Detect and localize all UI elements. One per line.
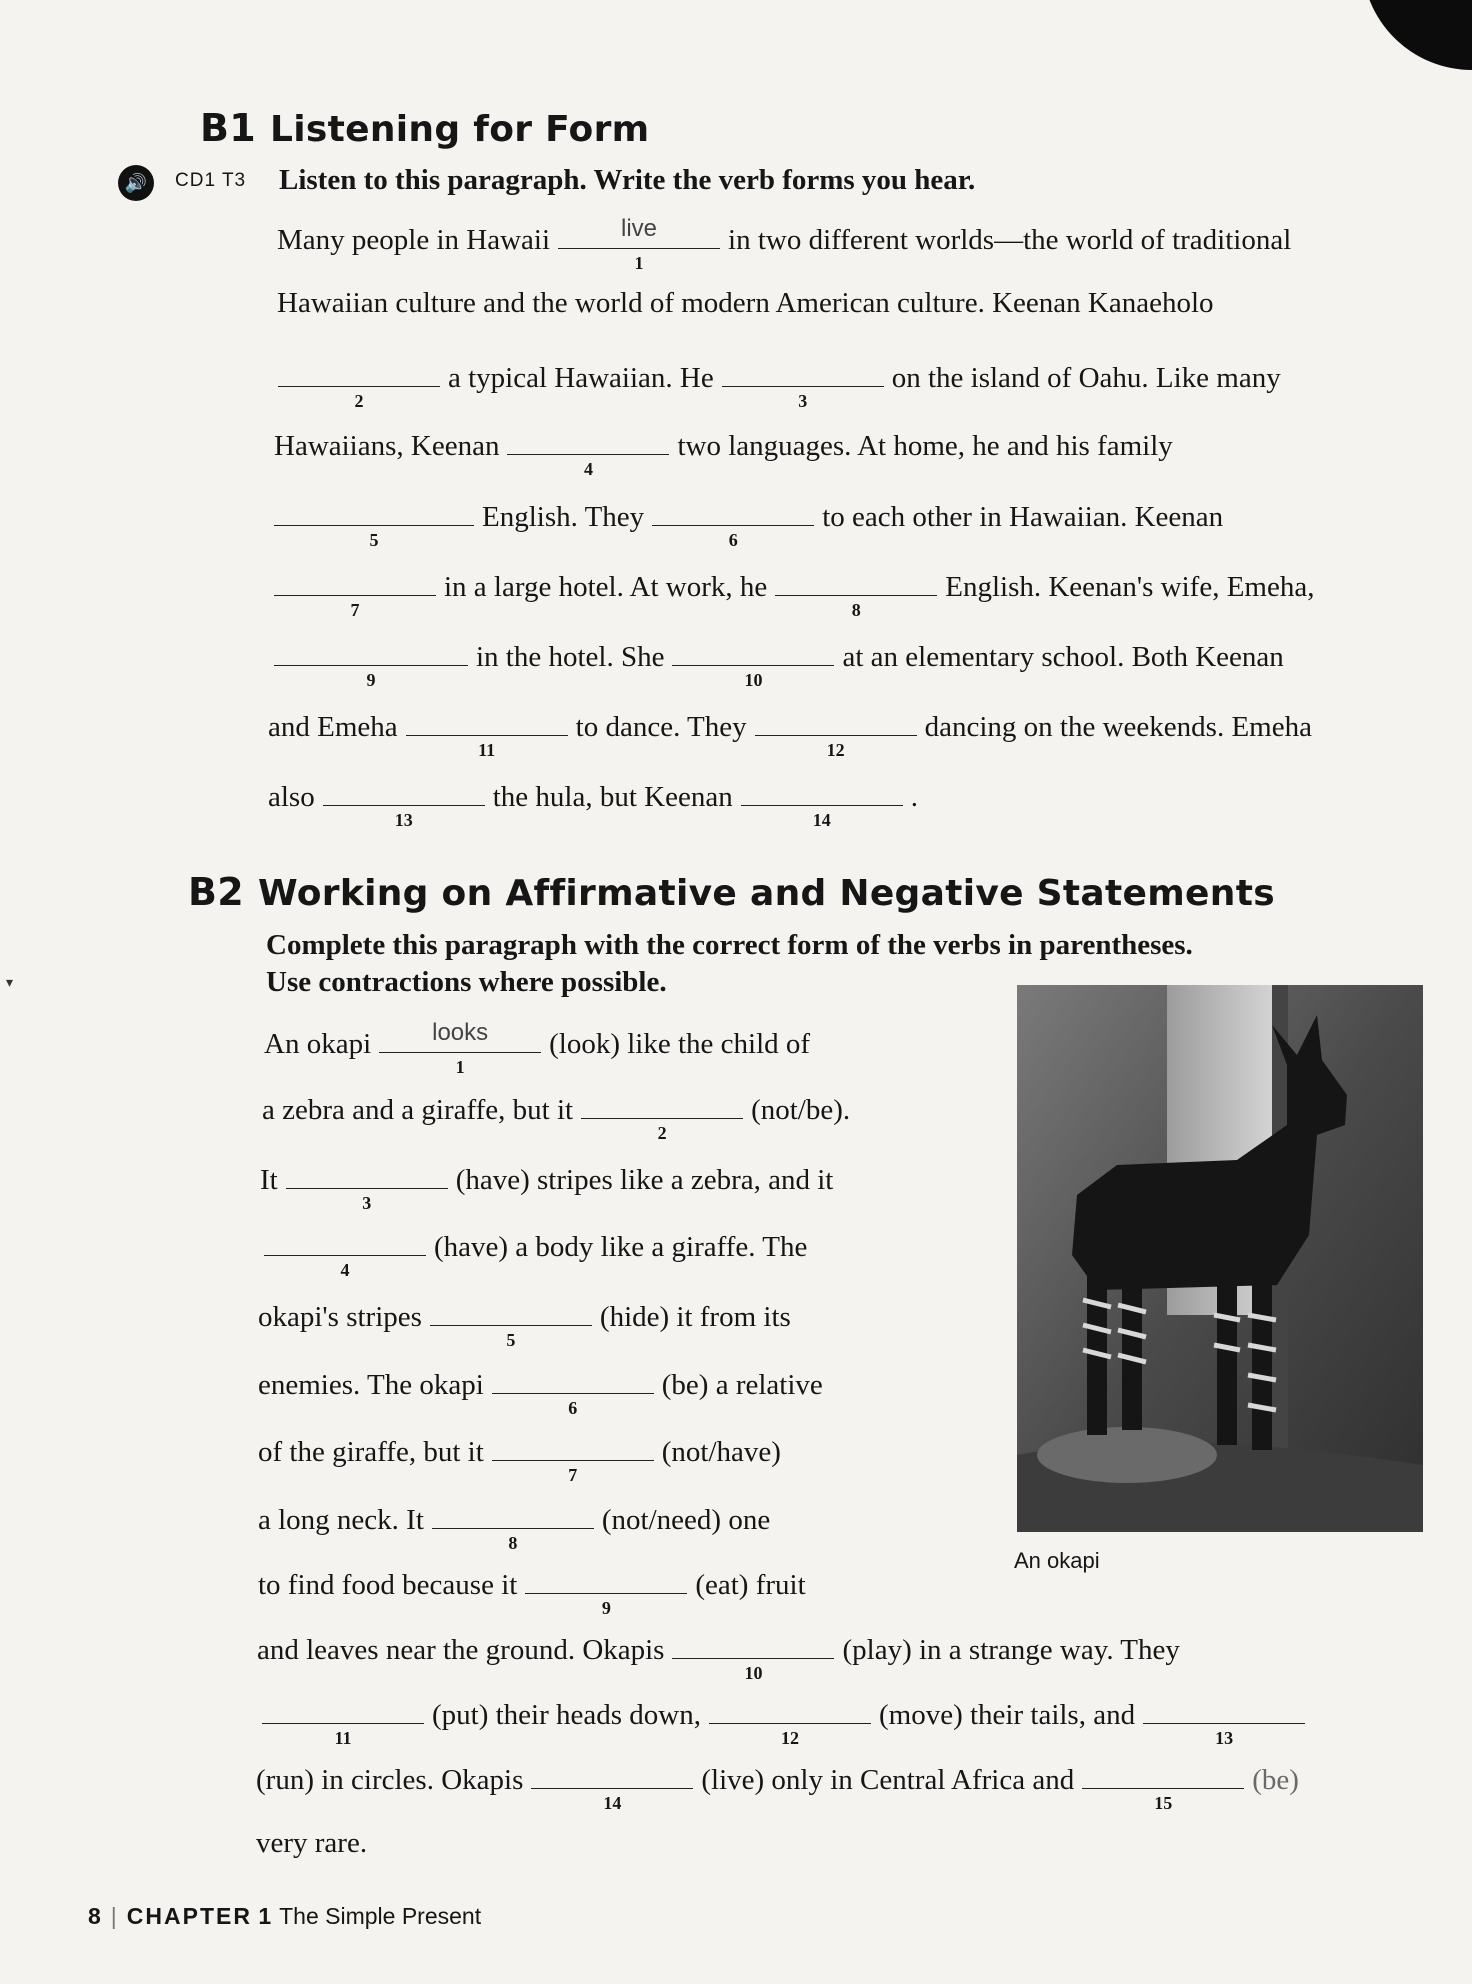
text-segment: on the island of Oahu. Like many bbox=[891, 362, 1281, 394]
text-segment: (hide) it from its bbox=[599, 1301, 791, 1333]
b2-line-2 bbox=[262, 1088, 851, 1143]
blank-number: 8 bbox=[508, 1533, 518, 1553]
b1-number: B1 bbox=[200, 106, 257, 150]
text-segment: (not/be). bbox=[751, 1094, 851, 1126]
page-footer bbox=[88, 1903, 481, 1930]
answer-blank[interactable] bbox=[492, 1430, 654, 1485]
blank-number: 2 bbox=[657, 1123, 667, 1143]
text-segment: It bbox=[260, 1164, 278, 1196]
b2-line-1 bbox=[264, 1019, 811, 1077]
blank-number: 2 bbox=[354, 391, 364, 411]
answer-blank[interactable] bbox=[492, 1363, 654, 1418]
chapter-title: The Simple Present bbox=[279, 1903, 482, 1929]
b2-line-13 bbox=[256, 1825, 367, 1871]
chapter-number: 1 bbox=[258, 1903, 274, 1929]
text-segment: to each other in Hawaiian. Keenan bbox=[822, 501, 1224, 533]
blank-number: 12 bbox=[826, 740, 845, 760]
b1-instruction: Listen to this paragraph. Write the verb forms you hear. bbox=[279, 164, 976, 196]
b2-line-4 bbox=[256, 1225, 808, 1280]
blank-number: 6 bbox=[568, 1398, 578, 1418]
blank-number: 15 bbox=[1154, 1793, 1173, 1813]
b1-line-4 bbox=[274, 424, 1173, 479]
answer-blank[interactable] bbox=[581, 1088, 743, 1143]
b2-line-5 bbox=[258, 1295, 791, 1350]
answer-blank[interactable] bbox=[775, 565, 937, 620]
answer-blank[interactable] bbox=[755, 705, 917, 760]
answer-blank[interactable] bbox=[323, 775, 485, 830]
text-segment: (not/need) one bbox=[601, 1504, 771, 1536]
blank-number: 9 bbox=[366, 670, 376, 690]
blank-number: 14 bbox=[603, 1793, 622, 1813]
text-segment: Hawaiian culture and the world of modern American culture. Keenan Kanaeholo bbox=[277, 287, 1214, 319]
answer-blank[interactable] bbox=[558, 215, 720, 273]
blank-number: 5 bbox=[369, 530, 379, 550]
b1-line-9 bbox=[268, 775, 918, 830]
b1-line-5 bbox=[266, 495, 1224, 550]
text-segment: of the giraffe, but it bbox=[258, 1436, 484, 1468]
b2-line-8 bbox=[258, 1498, 771, 1553]
okapi-photo bbox=[1017, 985, 1423, 1532]
blank-number: 14 bbox=[812, 810, 831, 830]
text-segment: An okapi bbox=[264, 1028, 372, 1060]
answer-blank[interactable] bbox=[525, 1563, 687, 1618]
answer-blank[interactable] bbox=[531, 1758, 693, 1813]
text-segment: English. They bbox=[482, 501, 645, 533]
blank-number: 10 bbox=[744, 1663, 763, 1683]
text-segment: (not/have) bbox=[661, 1436, 781, 1468]
text-segment: also bbox=[268, 781, 315, 813]
b1-line-1 bbox=[277, 215, 1292, 273]
b2-instruction-line-2: Use contractions where possible. bbox=[266, 966, 667, 998]
text-segment: very rare. bbox=[256, 1827, 368, 1859]
text-segment: at an elementary school. Both Keenan bbox=[842, 641, 1284, 673]
answer-blank[interactable] bbox=[672, 1628, 834, 1683]
b2-number: B2 bbox=[188, 870, 245, 914]
b2-heading bbox=[188, 870, 1275, 914]
blank-number: 3 bbox=[362, 1193, 372, 1213]
blank-number: 13 bbox=[1215, 1728, 1234, 1748]
answer-blank[interactable] bbox=[507, 424, 669, 479]
blank-number: 4 bbox=[583, 459, 593, 479]
blank-number: 1 bbox=[455, 1057, 465, 1077]
text-segment: . bbox=[910, 781, 918, 813]
answer-blank[interactable] bbox=[278, 356, 440, 411]
blank-number: 6 bbox=[728, 530, 738, 550]
blank-number: 8 bbox=[851, 600, 861, 620]
text-segment: (have) stripes like a zebra, and it bbox=[455, 1164, 834, 1196]
photo-caption: An okapi bbox=[1014, 1548, 1100, 1573]
text-segment: (put) their heads down, bbox=[432, 1699, 701, 1731]
text-segment: (play) in a strange way. They bbox=[842, 1634, 1180, 1666]
blank-number: 1 bbox=[634, 253, 644, 273]
blank-number: 5 bbox=[506, 1330, 516, 1350]
text-segment: the hula, but Keenan bbox=[492, 781, 733, 813]
b1-heading bbox=[200, 106, 649, 150]
b2-line-6 bbox=[258, 1363, 823, 1418]
blank-number: 7 bbox=[568, 1465, 578, 1485]
text-segment: English. Keenan's wife, Emeha, bbox=[945, 571, 1315, 603]
footer-divider: | bbox=[110, 1903, 117, 1929]
text-segment: and leaves near the ground. Okapis bbox=[257, 1634, 665, 1666]
answer-blank[interactable] bbox=[379, 1019, 541, 1077]
b2-line-12 bbox=[256, 1758, 1299, 1813]
answer-blank[interactable] bbox=[274, 635, 468, 690]
b2-line-7 bbox=[258, 1430, 781, 1485]
text-segment: okapi's stripes bbox=[258, 1301, 422, 1333]
text-segment: enemies. The okapi bbox=[258, 1369, 484, 1401]
answer-blank[interactable] bbox=[1082, 1758, 1244, 1813]
text-segment: dancing on the weekends. Emeha bbox=[924, 711, 1312, 743]
text-segment: (move) their tails, and bbox=[879, 1699, 1136, 1731]
answer-blank[interactable] bbox=[430, 1295, 592, 1350]
text-segment: and Emeha bbox=[268, 711, 398, 743]
blank-number: 4 bbox=[340, 1260, 350, 1280]
page-corner-shadow bbox=[1362, 0, 1472, 70]
page-number: 8 bbox=[88, 1903, 101, 1929]
text-segment: (be) bbox=[1252, 1764, 1299, 1796]
b1-line-6 bbox=[266, 565, 1315, 620]
blank-number: 11 bbox=[478, 740, 496, 760]
blank-number: 11 bbox=[334, 1728, 352, 1748]
text-segment: a long neck. It bbox=[258, 1504, 424, 1536]
b2-line-11 bbox=[254, 1693, 1313, 1748]
text-segment: Hawaiians, Keenan bbox=[274, 430, 500, 462]
answer-blank[interactable] bbox=[274, 495, 474, 550]
text-segment: to dance. They bbox=[575, 711, 747, 743]
blank-number: 3 bbox=[798, 391, 808, 411]
b1-line-8 bbox=[268, 705, 1312, 760]
blank-number: 9 bbox=[601, 1598, 611, 1618]
b1-line-3 bbox=[270, 356, 1281, 411]
blank-number: 7 bbox=[350, 600, 360, 620]
answer-blank[interactable] bbox=[286, 1158, 448, 1213]
text-segment: in the hotel. She bbox=[476, 641, 665, 673]
text-segment: a typical Hawaiian. He bbox=[448, 362, 714, 394]
text-segment: (have) a body like a giraffe. The bbox=[434, 1231, 808, 1263]
text-segment: two languages. At home, he and his family bbox=[677, 430, 1173, 462]
answer-blank[interactable] bbox=[262, 1693, 424, 1748]
answer-blank[interactable] bbox=[406, 705, 568, 760]
audio-icon[interactable]: 🔊 bbox=[118, 165, 154, 201]
cd-track-label: CD1 T3 bbox=[175, 170, 247, 191]
text-segment: (be) a relative bbox=[661, 1369, 823, 1401]
b2-line-10 bbox=[257, 1628, 1180, 1683]
b1-line-7 bbox=[266, 635, 1284, 690]
b1-title: Listening for Form bbox=[270, 109, 650, 150]
text-segment: (live) only in Central Africa and bbox=[701, 1764, 1075, 1796]
b2-title: Working on Affirmative and Negative Statements bbox=[258, 873, 1275, 914]
answer-blank[interactable] bbox=[722, 356, 884, 411]
blank-number: 13 bbox=[394, 810, 413, 830]
written-answer: looks bbox=[432, 1019, 489, 1046]
blank-number: 10 bbox=[744, 670, 763, 690]
chapter-label: CHAPTER bbox=[126, 1903, 252, 1929]
text-segment: in a large hotel. At work, he bbox=[444, 571, 768, 603]
text-segment: in two different worlds—the world of traditional bbox=[728, 224, 1292, 256]
answer-blank[interactable] bbox=[672, 635, 834, 690]
text-segment: (eat) fruit bbox=[695, 1569, 806, 1601]
b1-line-2 bbox=[277, 285, 1214, 331]
text-segment: Many people in Hawaii bbox=[277, 224, 551, 256]
answer-blank[interactable] bbox=[264, 1225, 426, 1280]
answer-blank[interactable] bbox=[709, 1693, 871, 1748]
answer-blank[interactable] bbox=[741, 775, 903, 830]
text-segment: (run) in circles. Okapis bbox=[256, 1764, 524, 1796]
answer-blank[interactable] bbox=[274, 565, 436, 620]
answer-blank[interactable] bbox=[1143, 1693, 1305, 1748]
text-segment: (look) like the child of bbox=[549, 1028, 811, 1060]
b2-line-9 bbox=[258, 1563, 806, 1618]
margin-mark: ▾ bbox=[6, 976, 14, 991]
text-segment: a zebra and a giraffe, but it bbox=[262, 1094, 574, 1126]
blank-number: 12 bbox=[781, 1728, 799, 1748]
text-segment: to find food because it bbox=[258, 1569, 518, 1601]
answer-blank[interactable] bbox=[432, 1498, 594, 1553]
b2-line-3 bbox=[260, 1158, 834, 1213]
written-answer: live bbox=[621, 215, 658, 242]
answer-blank[interactable] bbox=[652, 495, 814, 550]
b2-instruction-line-1: Complete this paragraph with the correct form of the verbs in parentheses. bbox=[266, 929, 1193, 961]
